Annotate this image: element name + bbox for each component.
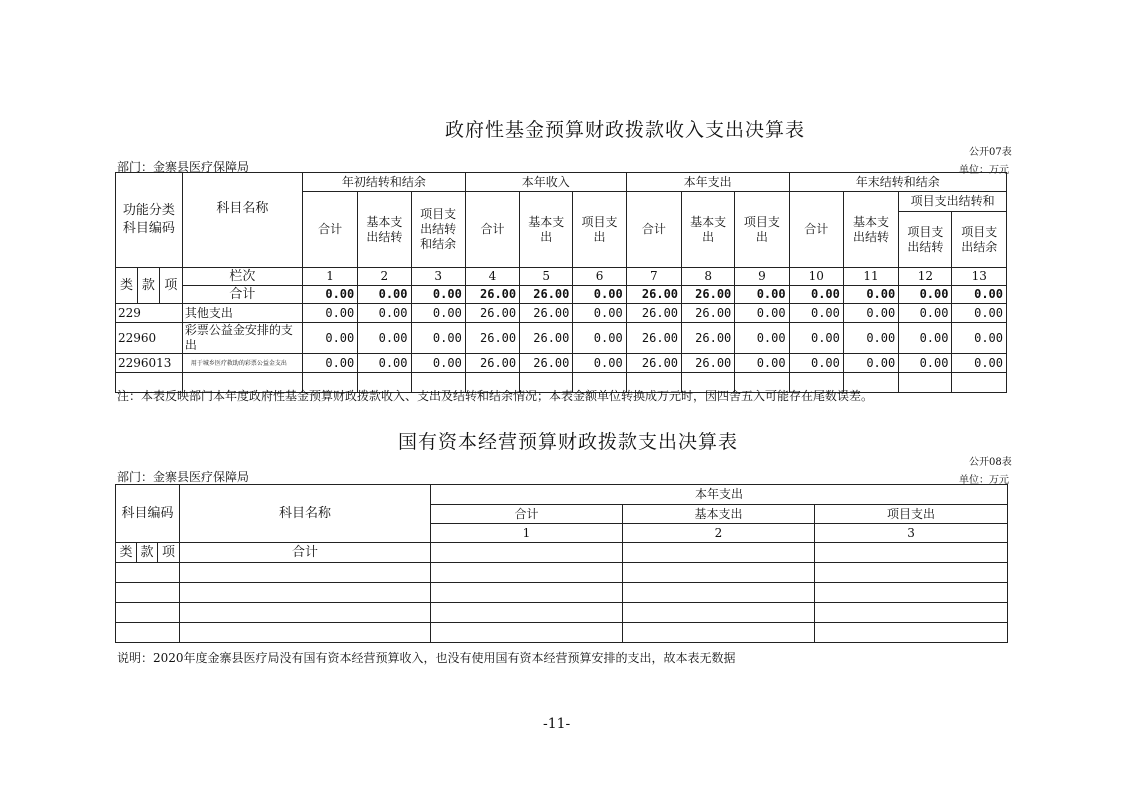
col-num: 12 — [899, 268, 952, 286]
table-row — [116, 323, 1007, 354]
group-end-header: 年末结转和结余 — [789, 173, 1006, 192]
cell: 26.00 — [626, 323, 681, 354]
cell: 26.00 — [520, 354, 573, 373]
total-value: 26.00 — [465, 286, 519, 304]
table2-code: 公开08表 — [969, 457, 1012, 468]
t2-h-xiang: 项 — [158, 543, 180, 563]
h-project-carry: 项目支 出结转 — [899, 212, 952, 268]
h-basic-exp-2: 基本支 出 — [682, 192, 735, 268]
empty-cell — [431, 563, 623, 583]
cell: 0.00 — [411, 304, 465, 323]
cell: 0.00 — [735, 304, 789, 323]
total-value: 0.00 — [899, 286, 952, 304]
cell: 0.00 — [358, 323, 411, 354]
col-num: 11 — [843, 268, 898, 286]
empty-cell — [431, 543, 623, 563]
table-row-empty — [116, 603, 1008, 623]
total-value: 0.00 — [411, 286, 465, 304]
table1-note: 注：本表反映部门本年度政府性基金预算财政拨款收入、支出及结转和结余情况；本表金额单位转换成万元时，因四舍五入可能存在尾数误差。 — [117, 389, 874, 403]
t2-total-row-label: 合计 — [180, 543, 431, 563]
empty-cell — [180, 563, 431, 583]
col-num: 1 — [302, 268, 357, 286]
cell: 0.00 — [952, 323, 1007, 354]
total-value: 0.00 — [952, 286, 1007, 304]
total-value: 26.00 — [520, 286, 573, 304]
empty-cell — [180, 603, 431, 623]
empty-cell — [180, 623, 431, 643]
group-income-header: 本年收入 — [465, 173, 626, 192]
cell: 26.00 — [520, 304, 573, 323]
empty-cell — [623, 583, 815, 603]
empty-cell — [116, 563, 180, 583]
t2-group-expense-header: 本年支出 — [431, 485, 1008, 505]
empty-cell — [815, 543, 1008, 563]
empty-cell — [116, 603, 180, 623]
cell: 0.00 — [899, 304, 952, 323]
h-basic-carry-1: 基本支 出结转 — [358, 192, 411, 268]
table-row — [116, 304, 1007, 323]
cell: 0.00 — [358, 354, 411, 373]
row-name: 其他支出 — [182, 304, 302, 323]
col-num: 4 — [465, 268, 519, 286]
total-value: 0.00 — [358, 286, 411, 304]
table-row-empty — [116, 623, 1008, 643]
t2-h-total: 合计 — [431, 505, 623, 524]
table1-code: 公开07表 — [969, 147, 1012, 158]
h-kuan: 款 — [137, 268, 159, 304]
total-value: 0.00 — [789, 286, 843, 304]
cell: 0.00 — [573, 304, 626, 323]
h-project-exp-1: 项目支 出 — [573, 192, 626, 268]
col-num: 7 — [626, 268, 681, 286]
cell: 26.00 — [465, 354, 519, 373]
cell: 0.00 — [843, 304, 898, 323]
cell: 0.00 — [302, 304, 357, 323]
table2 — [115, 484, 1008, 643]
empty-cell — [116, 583, 180, 603]
col-num: 5 — [520, 268, 573, 286]
total-value: 26.00 — [626, 286, 681, 304]
row-name: 彩票公益金安排的支出 — [182, 323, 302, 354]
total-value: 26.00 — [682, 286, 735, 304]
cell: 0.00 — [358, 304, 411, 323]
empty-cell — [623, 563, 815, 583]
empty-cell — [116, 623, 180, 643]
t2-col-num: 2 — [623, 524, 815, 543]
cell: 26.00 — [465, 304, 519, 323]
table2-unit: 单位：万元 — [959, 475, 1009, 486]
empty-cell — [623, 603, 815, 623]
total-value: 0.00 — [573, 286, 626, 304]
h-total-2: 合计 — [465, 192, 519, 268]
empty-cell — [815, 583, 1008, 603]
col-num: 6 — [573, 268, 626, 286]
h-total-1: 合计 — [302, 192, 357, 268]
subject-name-header: 科目名称 — [182, 173, 302, 268]
cell: 26.00 — [682, 354, 735, 373]
cell: 0.00 — [302, 354, 357, 373]
cell: 26.00 — [626, 354, 681, 373]
cell: 0.00 — [952, 354, 1007, 373]
cell: 0.00 — [302, 323, 357, 354]
t2-col-num: 1 — [431, 524, 623, 543]
empty-cell — [623, 543, 815, 563]
cell: 26.00 — [465, 323, 519, 354]
t2-h-lei: 类 — [116, 543, 137, 563]
empty-cell — [815, 603, 1008, 623]
h-project-carry-surplus: 项目支 出结转 和结余 — [411, 192, 465, 268]
empty-cell — [623, 623, 815, 643]
table-row-empty — [116, 583, 1008, 603]
h-total-4: 合计 — [789, 192, 843, 268]
cell: 0.00 — [843, 354, 898, 373]
total-value: 0.00 — [843, 286, 898, 304]
cell: 0.00 — [735, 354, 789, 373]
col-num: 8 — [682, 268, 735, 286]
cell: 26.00 — [682, 304, 735, 323]
table-row — [116, 354, 1007, 373]
t2-h-project-exp: 项目支出 — [815, 505, 1008, 524]
col-num: 13 — [952, 268, 1007, 286]
t2-subject-code-header: 科目编码 — [116, 485, 180, 543]
cell: 0.00 — [789, 323, 843, 354]
h-basic-carry-2: 基本支 出结转 — [843, 192, 898, 268]
total-value: 0.00 — [302, 286, 357, 304]
h-project-surplus: 项目支 出结余 — [952, 212, 1007, 268]
page-number: -11- — [543, 716, 571, 732]
group-begin-header: 年初结转和结余 — [302, 173, 465, 192]
col-num: 9 — [735, 268, 789, 286]
empty-cell — [431, 603, 623, 623]
cell: 26.00 — [682, 323, 735, 354]
col-num: 2 — [358, 268, 411, 286]
h-lei: 类 — [116, 268, 138, 304]
cell: 0.00 — [735, 323, 789, 354]
cell: 0.00 — [573, 354, 626, 373]
cell: 26.00 — [520, 323, 573, 354]
cell: 0.00 — [899, 354, 952, 373]
func-code-header: 功能分类 科目编码 — [116, 173, 183, 268]
row-name: 用于城乡医疗救助的彩票公益金支出 — [182, 354, 302, 373]
row-code: 2296013 — [116, 354, 183, 373]
cell: 0.00 — [411, 323, 465, 354]
h-basic-exp-1: 基本支 出 — [520, 192, 573, 268]
t2-col-num: 3 — [815, 524, 1008, 543]
cell: 0.00 — [789, 354, 843, 373]
table1-title: 政府性基金预算财政拨款收入支出决算表 — [445, 119, 806, 141]
empty-cell — [180, 583, 431, 603]
table2-dept: 部门：金寨县医疗保障局 — [117, 470, 250, 484]
table-row-empty — [116, 563, 1008, 583]
table1-unit: 单位：万元 — [959, 165, 1009, 176]
cell: 0.00 — [789, 304, 843, 323]
table2-note: 说明：2020年度金寨县医疗局没有国有资本经营预算收入，也没有使用国有资本经营预算安排的支出，故本表无数据 — [117, 651, 736, 665]
row-code: 22960 — [116, 323, 183, 354]
column-row-label: 栏次 — [182, 268, 302, 286]
t2-h-kuan: 款 — [137, 543, 158, 563]
cell: 0.00 — [843, 323, 898, 354]
row-code: 229 — [116, 304, 183, 323]
table1-dept: 部门：金寨县医疗保障局 — [117, 160, 250, 174]
col-num: 3 — [411, 268, 465, 286]
empty-cell — [431, 583, 623, 603]
total-row-label: 合计 — [182, 286, 302, 304]
col-num: 10 — [789, 268, 843, 286]
cell: 26.00 — [626, 304, 681, 323]
table2-title: 国有资本经营预算财政拨款支出决算表 — [398, 431, 739, 453]
empty-cell — [431, 623, 623, 643]
empty-cell — [952, 373, 1007, 393]
h-end-project-group: 项目支出结转和 — [899, 192, 1007, 212]
h-xiang: 项 — [159, 268, 182, 304]
cell: 0.00 — [952, 304, 1007, 323]
cell: 0.00 — [411, 354, 465, 373]
h-project-exp-2: 项目支 出 — [735, 192, 789, 268]
table1 — [115, 172, 1007, 393]
h-total-3: 合计 — [626, 192, 681, 268]
t2-subject-name-header: 科目名称 — [180, 485, 431, 543]
total-value: 0.00 — [735, 286, 789, 304]
empty-cell — [815, 563, 1008, 583]
empty-cell — [815, 623, 1008, 643]
group-expense-header: 本年支出 — [626, 173, 789, 192]
cell: 0.00 — [899, 323, 952, 354]
empty-cell — [899, 373, 952, 393]
t2-h-basic-exp: 基本支出 — [623, 505, 815, 524]
cell: 0.00 — [573, 323, 626, 354]
